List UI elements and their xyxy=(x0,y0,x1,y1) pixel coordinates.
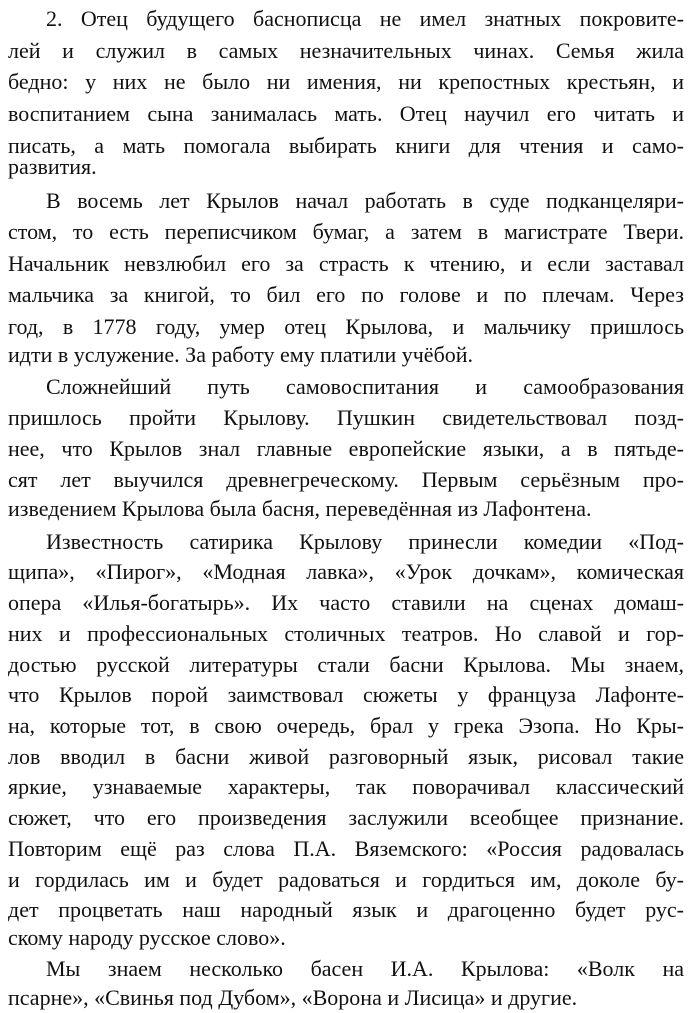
text-line: достью русской литературы стали басни Крылова. Мы знаем, xyxy=(8,652,684,677)
text-line: нее, что Крылов знал главные европейские языки, а в пятьде- xyxy=(8,436,684,461)
text-line: лей и служил в самых незначительных чинах. Семья жила xyxy=(8,38,684,63)
text-line: них и профессиональных столичных театров. Но славой и гор- xyxy=(8,621,684,646)
text-line: мальчика за книгой, то бил его по голове и по плечам. Через xyxy=(8,282,684,307)
text-line: Повторим ещё раз слова П.А. Вяземского: «Россия радовалась xyxy=(8,836,684,861)
text-line: Начальник невзлюбил его за страсть к чтению, и если заставал xyxy=(8,251,684,276)
text-line: Известность сатирика Крылову принесли комедии «Под- xyxy=(46,529,684,554)
text-line: опера «Илья-богатырь». Их часто ставили на сценах домаш- xyxy=(8,590,684,615)
text-line: 2. Отец будущего баснописца не имел знатных покровите- xyxy=(46,6,684,31)
text-line: лов вводил в басни живой разговорный язык, рисовал такие xyxy=(8,744,684,769)
text-line: пришлось пройти Крылову. Пушкин свидетельствовал позд- xyxy=(8,405,684,430)
text-line: Сложнейший путь самовоспитания и самообразования xyxy=(46,374,684,399)
text-line: развития. xyxy=(8,154,97,179)
text-line: воспитанием сына занималась мать. Отец научил его читать и xyxy=(8,101,684,126)
text-line: изведением Крылова была басня, переведённая из Лафонтена. xyxy=(8,496,592,521)
text-line: скому народу русское слово». xyxy=(8,925,286,950)
text-line: сюжет, что его произведения заслужили всеобщее признание. xyxy=(8,805,684,830)
text-line: год, в 1778 году, умер отец Крылова, и мальчику пришлось xyxy=(8,314,684,339)
text-line: бедно: у них не было ни имения, ни крепостных крестьян, и xyxy=(8,69,684,94)
text-line: стом, то есть переписчиком бумаг, а затем в магистрате Твери. xyxy=(8,219,684,244)
text-line: идти в услужение. За работу ему платили учёбой. xyxy=(8,342,474,367)
text-line: щипа», «Пирог», «Модная лавка», «Урок дочкам», комическая xyxy=(8,559,684,584)
text-line: что Крылов порой заимствовал сюжеты у француза Лафонте- xyxy=(8,682,684,707)
text-line: Мы знаем несколько басен И.А. Крылова: «Волк на xyxy=(46,956,684,981)
text-line: писать, а мать помогала выбирать книги для чтения и само- xyxy=(8,133,684,158)
text-line: сят лет выучился древнегреческому. Первым серьёзным про- xyxy=(8,467,684,492)
text-line: и гордилась им и будет радоваться и гордиться им, доколе бу- xyxy=(8,867,684,892)
text-line: псарне», «Свинья под Дубом», «Ворона и Лисица» и другие. xyxy=(8,985,578,1010)
text-line: В восемь лет Крылов начал работать в суде подканцеляри- xyxy=(46,188,684,213)
text-line: дет процветать наш народный язык и драгоценно будет рус- xyxy=(8,897,684,922)
text-line: яркие, узнаваемые характеры, так поворачивал классический xyxy=(8,774,684,799)
text-line: на, которые тот, в свою очередь, брал у грека Эзопа. Но Кры- xyxy=(8,713,684,738)
